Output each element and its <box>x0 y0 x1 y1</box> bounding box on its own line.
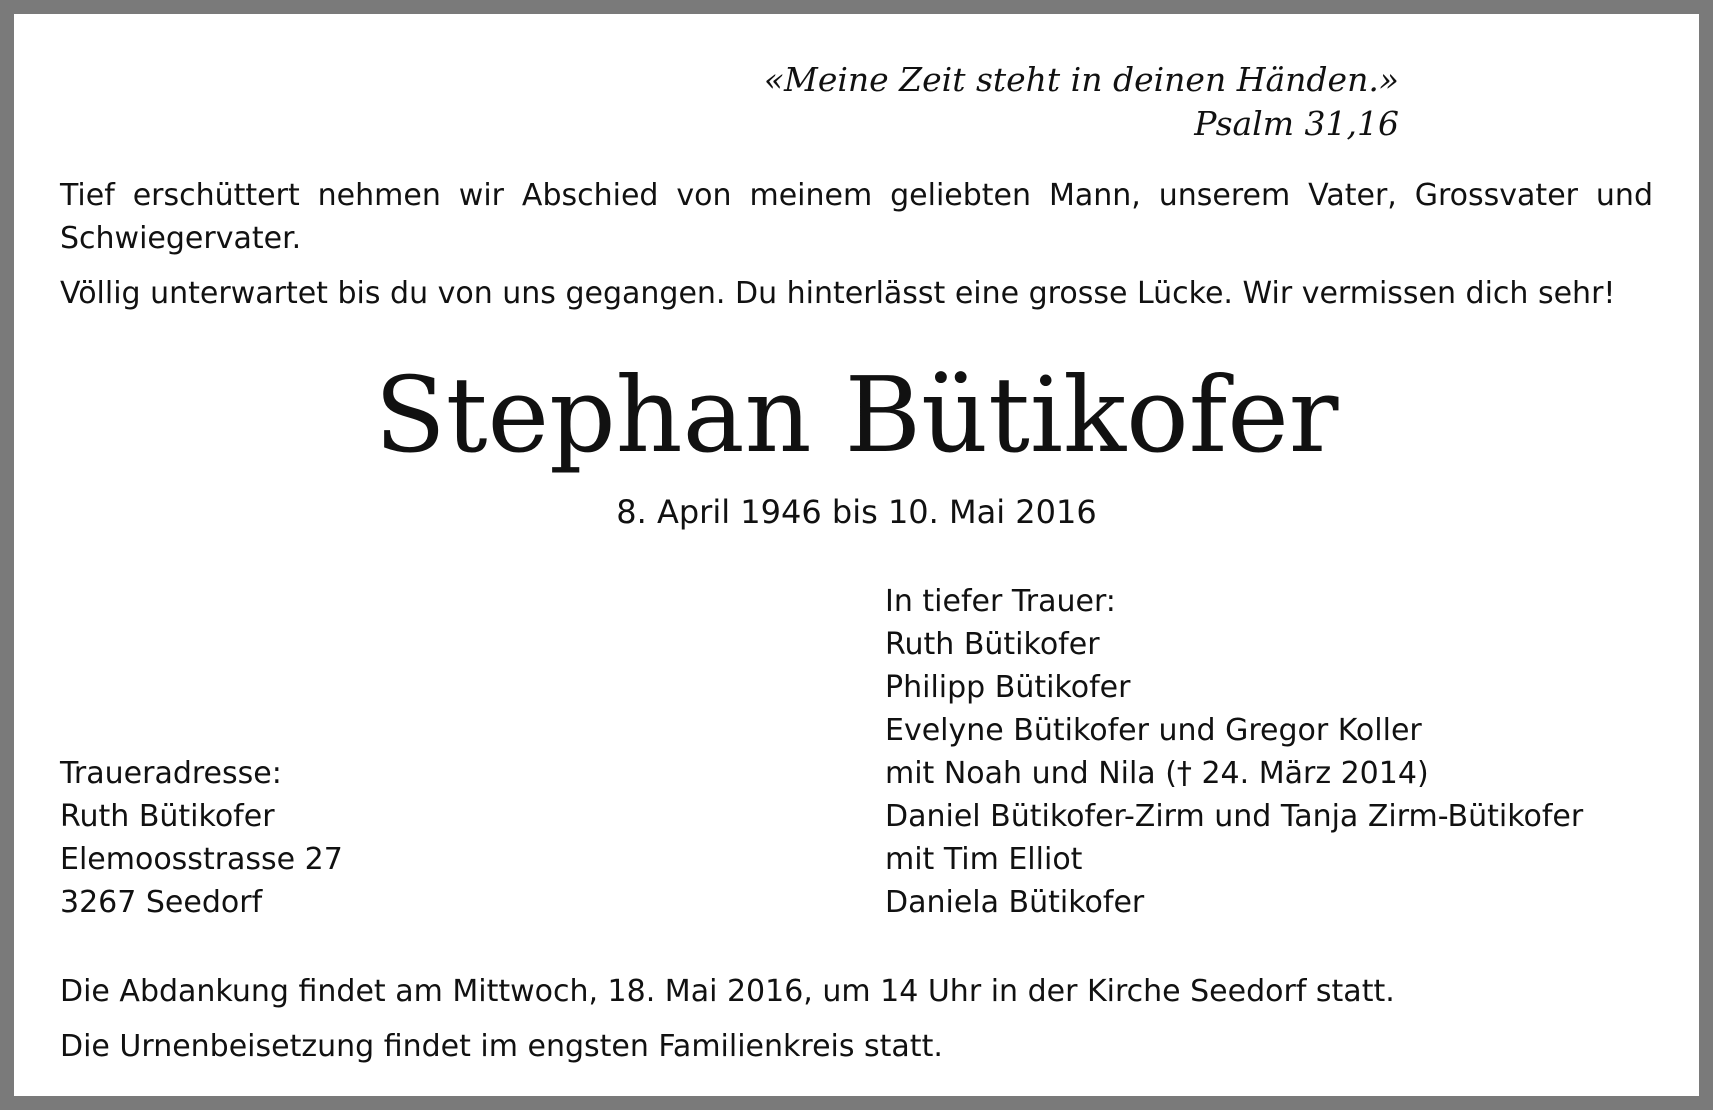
obituary-page <box>14 14 1699 1096</box>
address-city: 3267 Seedorf <box>60 885 263 920</box>
mourner-name: Daniel Bütikofer-Zirm und Tanja Zirm-Bütikofer <box>885 799 1584 834</box>
motto-quote: «Meine Zeit steht in deinen Händen.» <box>763 60 1399 99</box>
address-street: Elemoosstrasse 27 <box>60 842 343 877</box>
bible-motto <box>764 58 1399 146</box>
mourner-name: Evelyne Bütikofer und Gregor Koller <box>885 713 1422 748</box>
mourners-list <box>885 580 1583 924</box>
mourner-name: Ruth Bütikofer <box>885 627 1100 662</box>
intro-paragraph: Tief erschüttert nehmen wir Abschied von meinem geliebten Mann, unserem Vater, Grossvater und Schwiegervater. <box>60 178 1653 256</box>
mourner-name: mit Noah und Nila († 24. März 2014) <box>885 756 1429 791</box>
mourning-address <box>60 752 343 924</box>
mourner-name: Daniela Bütikofer <box>885 885 1145 920</box>
motto-source: Psalm 31,16 <box>1194 104 1399 143</box>
funeral-service-note: Die Abdankung findet am Mittwoch, 18. Mai 2016, um 14 Uhr in der Kirche Seedorf statt. <box>60 974 1395 1009</box>
mourners-heading: In tiefer Trauer: <box>885 584 1116 619</box>
deceased-name: Stephan Bütikofer <box>374 354 1339 476</box>
burial-note: Die Urnenbeisetzung findet im engsten Familienkreis statt. <box>60 1029 943 1064</box>
intro-paragraph-2: Völlig unterwartet bis du von uns gegangen. Du hinterlässt eine grosse Lücke. Wir vermissen dich sehr! <box>60 276 1616 311</box>
address-heading: Traueradresse: <box>60 756 282 791</box>
life-dates: 8. April 1946 bis 10. Mai 2016 <box>616 493 1097 531</box>
mourner-name: mit Tim Elliot <box>885 842 1083 877</box>
mourner-name: Philipp Bütikofer <box>885 670 1131 705</box>
address-name: Ruth Bütikofer <box>60 799 275 834</box>
